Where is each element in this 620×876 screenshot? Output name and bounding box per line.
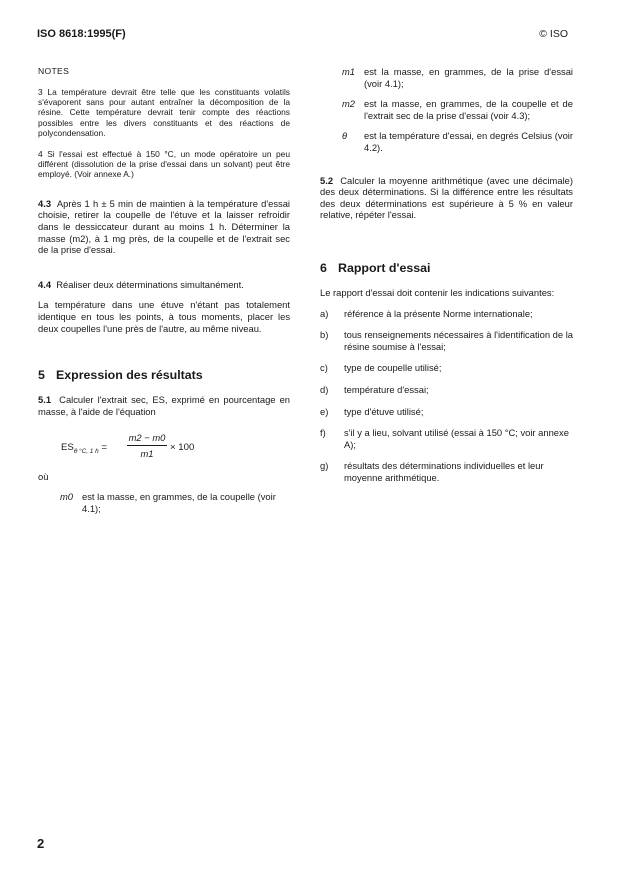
clause-number: 5.1 [38, 394, 52, 406]
equation [38, 427, 290, 471]
equation-multiplier: × 100 [170, 442, 195, 454]
clause-text: Après 1 h ± 5 min de maintien à la température d'essai choisie, retirer la coupelle de l'étuve et la laisser refroidir dans le dessiccateur durant au moins 1 h. Déterminer la masse (m2), à 1 mg près, de la coupelle et de l'extrait sec de la prise d'essai. [38, 197, 290, 256]
section-number: 6 [320, 260, 327, 275]
definition-m1 [320, 66, 573, 89]
equation-numerator: m2 − m0 [128, 432, 166, 444]
list-item: b) tous renseignements nécessaires à l'identification de la résine soumise à l'essai; [320, 329, 574, 352]
list-item: e) type d'étuve utilisé; [320, 405, 424, 417]
definition-theta [320, 130, 573, 153]
symbol: θ [342, 130, 348, 142]
fraction-bar [127, 445, 167, 446]
clause-4-4 [38, 279, 290, 291]
list-item: f) s'il y a lieu, solvant utilisé (essai à 150 °C; voir annexe A); [320, 427, 569, 450]
clause-4-3 [38, 198, 290, 256]
definition-m0 [38, 491, 290, 514]
list-item: g) résultats des déterminations individuelles et leur moyenne arithmétique. [320, 460, 544, 483]
page-number: 2 [37, 836, 45, 851]
clause-5-1 [38, 394, 290, 417]
clause-text: Calculer l'extrait sec, ES, exprimé en pourcentage en masse, à l'aide de l'équation [38, 394, 290, 417]
clause-number: 5.2 [320, 174, 334, 186]
clause-4-4-body: La température dans une étuve n'étant pas totalement identique en tous les points, à tous moments, placer les deux coupelles l'une près de l'autre, au même niveau. [38, 299, 290, 334]
note-3: 3 La température devrait être telle que les constituants volatils s'évaporent sans pour autant entraîner la décomposition de la résine. Cette température devrait tenir compte des réactions possibles entre les divers constituants et des réactions de polycondensation. [38, 86, 290, 139]
where-label: où [38, 471, 49, 483]
section-title: Expression des résultats [56, 368, 203, 383]
list-item: a) référence à la présente Norme internationale; [320, 307, 533, 319]
definition-text: est la masse, en grammes, de la coupelle et de l'extrait sec de la prise d'essai (voir 4.3); [364, 98, 573, 121]
right-column [320, 66, 573, 483]
clause-text: Réaliser deux déterminations simultanément. [56, 278, 244, 290]
definition-text: est la masse, en grammes, de la prise d'essai (voir 4.1); [364, 66, 573, 89]
section-5-heading [38, 368, 290, 382]
definition-m2 [320, 98, 573, 121]
definitions-left [38, 491, 290, 514]
section-title: Rapport d'essai [338, 260, 431, 275]
symbol: m2 [342, 98, 356, 110]
definition-text: est la masse, en grammes, de la coupelle (voir 4.1); [82, 490, 276, 514]
section-6-heading [320, 261, 573, 275]
clause-number: 4.4 [38, 278, 52, 290]
section-number: 5 [38, 368, 45, 383]
equation-lhs: $ES_{\theta ^\circ C, 1 h}$ = [61, 442, 107, 456]
clause-text: Calculer la moyenne arithmétique (avec une décimale) des deux déterminations. Si la différence entre les résultats des deux déterminations est supérieure à 5 % en valeur relative, répéter l'essai. [320, 174, 573, 221]
notes-title: NOTES [38, 66, 70, 76]
list-item: d) température d'essai; [320, 383, 429, 395]
equation-fraction [127, 432, 167, 459]
copyright-mark: © ISO [539, 28, 568, 40]
clause-5-2 [320, 175, 573, 221]
left-column [38, 66, 290, 514]
definitions-right [320, 66, 573, 154]
symbol: m1 [342, 66, 356, 77]
definition-text: est la température d'essai, en degrés Celsius (voir 4.2). [364, 130, 573, 153]
report-items [320, 308, 573, 484]
clause-number: 4.3 [38, 197, 52, 209]
symbol: m0 [60, 490, 74, 502]
list-item: c) type de coupelle utilisé; [320, 362, 442, 374]
standard-reference: ISO 8618:1995(F) [37, 28, 126, 40]
equation-denominator: m1 [140, 447, 154, 459]
section-6-intro: Le rapport d'essai doit contenir les indications suivantes: [320, 286, 555, 298]
note-4: 4 Si l'essai est effectué à 150 °C, un mode opératoire un peu différent (dissolution de la prise d'essai dans un solvant) peut être employé. (Voir annexe A.) [38, 148, 290, 180]
